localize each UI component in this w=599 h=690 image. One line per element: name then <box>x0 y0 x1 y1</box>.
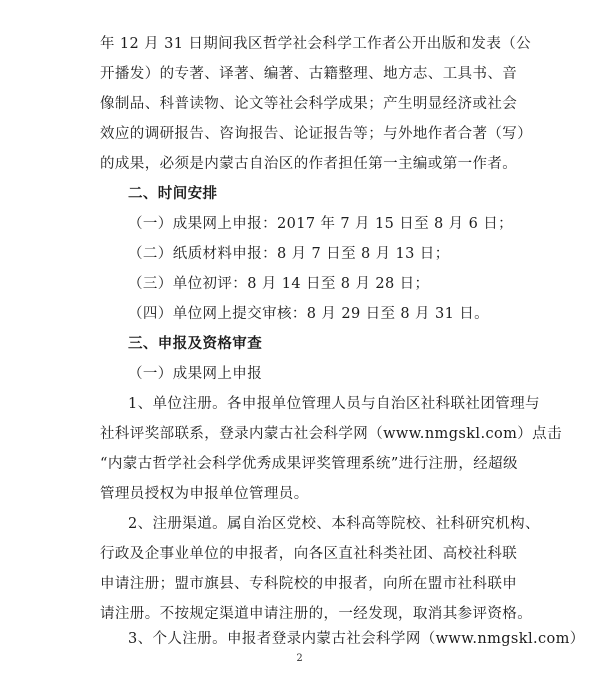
section-heading: 三、申报及资格审查 <box>128 336 263 352</box>
paragraph-line: 管理员授权为申报单位管理员。 <box>100 486 309 502</box>
paragraph-line: 请注册。不按规定渠道申请注册的，一经发现，取消其参评资格。 <box>100 606 533 622</box>
paragraph-line: 1、单位注册。各申报单位管理人员与自治区社科联社团管理与 <box>128 396 540 412</box>
paragraph-line: 行政及企事业单位的申报者，向各区直社科类社团、高校社科联 <box>100 546 518 562</box>
schedule-item: （一）成果网上申报：2017 年 7 月 15 日至 8 月 6 日； <box>128 216 514 232</box>
section-heading: 二、时间安排 <box>128 186 218 202</box>
paragraph-line: 3、个人注册。申报者登录内蒙古社会科学网（www.nmgskl.com） <box>128 631 585 647</box>
schedule-item: （三）单位初评：8 月 14 日至 8 月 28 日； <box>128 276 430 292</box>
paragraph-line: “内蒙古哲学社会科学优秀成果评奖管理系统”进行注册，经超级 <box>100 456 518 472</box>
paragraph-line: 的成果，必须是内蒙古自治区的作者担任第一主编或第一作者。 <box>100 156 518 172</box>
paragraph-line: 效应的调研报告、咨询报告、论证报告等；与外地作者合著（写） <box>100 126 533 142</box>
paragraph-line: 2、注册渠道。属自治区党校、本科高等院校、社科研究机构、 <box>128 516 540 532</box>
schedule-item: （二）纸质材料申报：8 月 7 日至 8 月 13 日； <box>128 246 450 262</box>
paragraph-line: 申请注册；盟市旗县、专科院校的申报者，向所在盟市社科联申 <box>100 576 518 592</box>
paragraph-line: 开播发）的专著、译著、编著、古籍整理、地方志、工具书、音 <box>100 66 518 82</box>
paragraph-line: 社科评奖部联系，登录内蒙古社会科学网（www.nmgskl.com）点击 <box>100 426 562 442</box>
page-number: 2 <box>296 653 303 664</box>
schedule-item: （四）单位网上提交审核：8 月 29 日至 8 月 31 日。 <box>128 306 490 322</box>
paragraph-line: 像制品、科普读物、论文等社会科学成果；产生明显经济或社会 <box>100 96 518 112</box>
paragraph-line: 年 12 月 31 日期间我区哲学社会科学工作者公开出版和发表（公 <box>100 36 532 52</box>
subsection-heading: （一）成果网上申报 <box>128 366 263 382</box>
